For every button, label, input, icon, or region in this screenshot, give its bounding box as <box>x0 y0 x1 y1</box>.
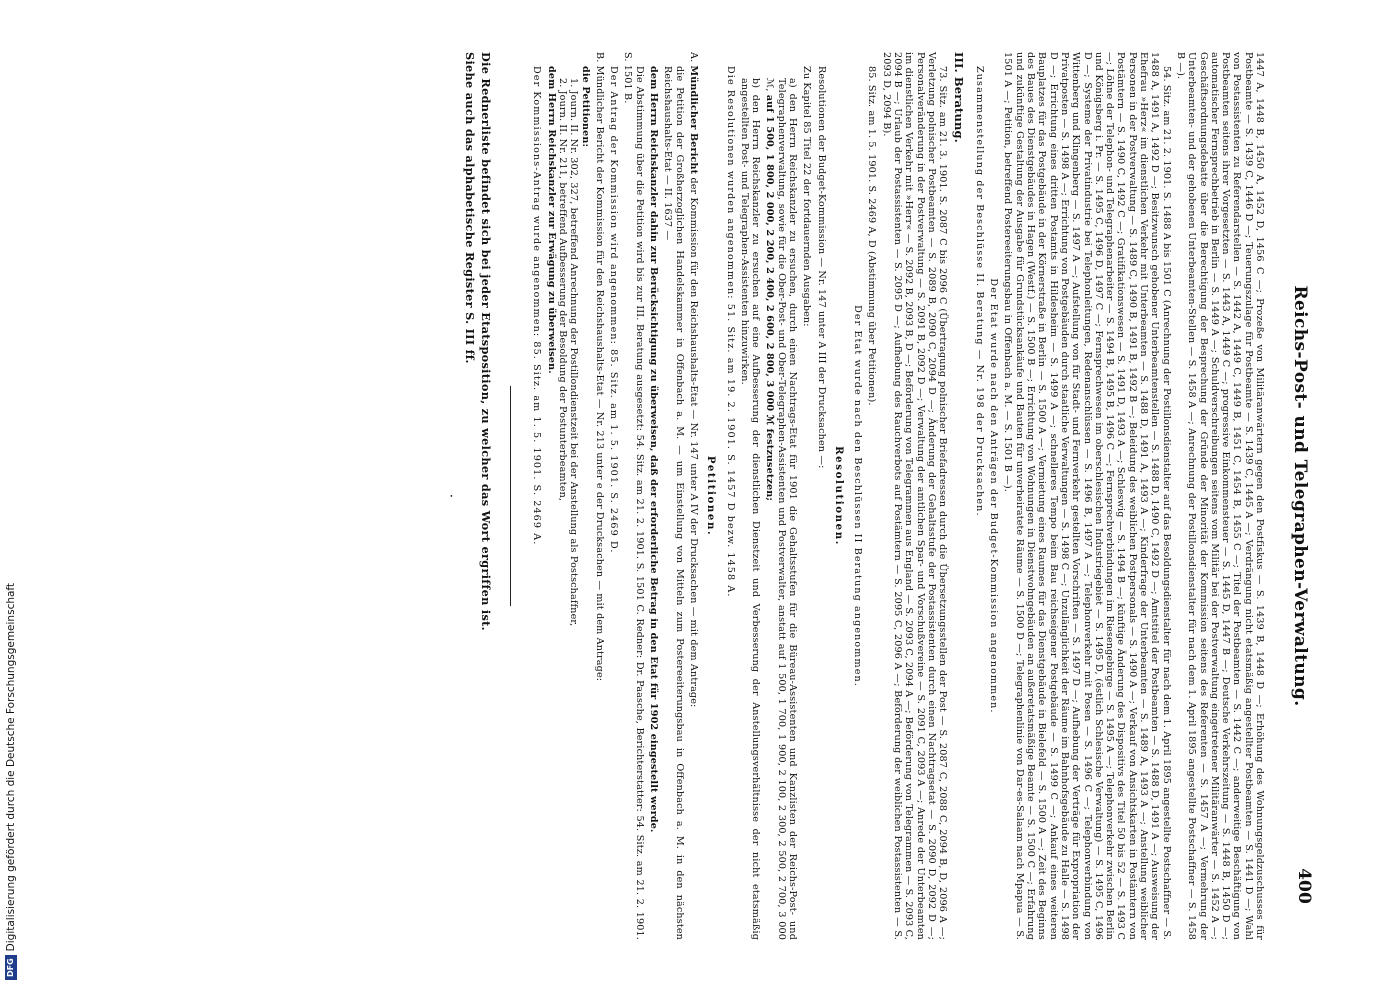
resolution-a-bold: auf 1 500, 1 800, 2 000, 2 200, 2 400, 2 600, 2 800, 3 000 ℳ festzusetzen; <box>764 94 776 502</box>
etat-passed-note: Der Etat wurde nach den Anträgen der Budget-Kommission angenommen. <box>988 278 1000 714</box>
resolution-b: b) den Herrn Reichskanzler zu ersuchen auf eine Aufbesserung der dienstlichen Dienstzeit und Verbesserung der Anstellungsverhältnisse der nicht etatsmäßig angestellten Post- und Telegraphen-Assistenten hinzuwirken. <box>738 78 762 940</box>
petitionen-heading: Petitionen. <box>705 455 718 537</box>
resolution-a <box>764 52 798 940</box>
petition-b-text: Mündlicher Bericht der Kommission für den Reichshaushalts-Etat — Nr. 213 unter e der Drucksachen — mit dem Antrage: <box>593 65 605 682</box>
petition-a <box>688 52 699 940</box>
petition-a-adopted: Der Antrag der Kommission wird angenommen: 85. Sitz. am 1. 5. 1901. S. 2469 D. <box>608 66 620 554</box>
section-heading-third-reading: III. Beratung. <box>951 52 966 143</box>
footnote-register: Siehe auch das alphabetische Register S. III ff. <box>463 52 478 364</box>
page-number: 400 <box>1294 868 1314 904</box>
session-54-paragraph: 54. Sitz. am 21. 2. 1901. S. 1488 A bis 1501 C (Anrechnung der Postillonsdienstalter auf das Besoldungsdienstalter für nach dem 1. April 1895 angestellte Postschaffner — S. 1488 A, 1491 A, 1492 D —; Besitzwunsch gehobener Unterbeamtenstellen — S. 1488 D, 1490 C, 1492 D —; Amtstitel der Postbeamten — S. 1488 D, 1491 A —; Ausweisung der Ehefrau »Herz« im dienstlichen Verkehr mit Unterbeamten — S. 1488 D, 1491 A, 1493 A —; Kinderfrage der Unterbeamten — S. 1489 A, 1493 A —; Anstellung weiblicher Personen in der Postverwaltung — S. 1489 C, 1490 B, 1491 B, 1492 B —; Beleidung des weiblichen Postpersonals — S. 1490 A —; Verkauf von Ansichtskarten in Postämtern von Postämtern — S. 1490 C, 1492 C —; Gratifikationswesen — S. 1491 D, 1493 A —; Schleswig — S. 1494 B —; künftige Änderung des Dispositivs des Titel 50 bis 52 — S. 1493 C —; Löhne der Telephon- und Telegraphenarbeiter — S. 1494 B, 1495 B, 1496 C —; Fernsprechverbindungen im Riesengebirge — S. 1495 A —; Telephonverkehr zwischen Berlin und Königsberg i. Pr. — S. 1495 C, 1496 D, 1497 C —; Fernsprechwesen im oberschlesischen Industriegebiet — S. 1495 D, (östlich Schlesische Verwaltung) — S. 1495 C, 1496 D —; Systeme der Privatindustrie bei Telephonleitungen, Redenanschlüssen — S. 1496 B, 1497 A —; Telephonverkehr mit Posen — S. 1496 C —; Telephonverbindung von Wittenberg und Klingenberg — S. 1497 A —; Aufstellung von für Stadt- und Fernverkehr gestellten Vorschriften — S. 1497 D —; Aufhebung der Verträge für Expropriation der Privatposten — S. 1498 A —; Errichtung von Postgebäuden durch staatliche Verwaltungen — S. 1498 C —; Unzulänglichkeit der Räume im Bahnhofsgebäude zu Halle — S. 1498 D —; Errichtung eines dritten Postamts in Hildesheim — S. 1499 A —; schnelleres Tempo beim Bau reichseigener Postgebäude — S. 1499 C —; Ankauf eines weiteren Bauplatzes für das Postgebäude in der Körnerstraße in Berlin — S. 1500 A —; Vermietung eines Raumes für das Dienstgebäude in Bielefeld — S. 1500 A —; Zeit des Beginns des Baues des Dienstgebäudes in Hagen (Westf.) — S. 1500 B —; Errichtung von Wohnungen in Dienstwohngebäuden an außeretatsmäßige Beamte — S. 1500 C —; Erfahrung und zukünftige Gestaltung der Ausgabe für Grundstücksankäufe und Bauten für unverheiratete Räume — S. 1500 D —; Telegraphenlinie von Dar-es-Salaam nach Mpapua — S. 1501 A —; Petition, betreffend Postereeiterungsbau in Offenbach a. M. — S. 1501 B —). <box>1002 52 1172 940</box>
petition-b-item-1: 1. Journ. II. Nr. 302, 327, betreffend Anrechnung der Postillondienstzeit bei der Anstellung als Postschaffner, <box>568 78 580 627</box>
page-header <box>1271 52 1314 940</box>
dfg-logo-icon: DFG <box>5 955 17 980</box>
petition-b-item-2: 2. Journ. II. Nr. 211, betreffend Aufbesserung der Besoldung der Postunterbeamten, <box>556 78 568 502</box>
petition-a-text: der Kommission für den Reichshaushalts-Etat — Nr. 147 unter A IV der Drucksachen — mit dem Antrage: <box>687 177 699 708</box>
dot-mark: · <box>445 494 457 498</box>
session-85-paragraph: 85. Sitz. am 1. 5. 1901. S. 2469 A, D (Abstimmung über Petitionen). <box>866 66 878 406</box>
petition-b-request: dem Herrn Reichskanzler zur Erwägung zu überweisen. <box>545 66 557 374</box>
petition-b-petitions-label: die Petitionen: <box>579 66 591 148</box>
petition-a-vote: Die Abstimmung über die Petition wird bis zur III. Beratung ausgesetzt: 54. Sitz. am 21. 2. 1901. S. 1501 C. Redner: Dr. Paasche, Berichterstatter: 54. Sitz. am 21. 2. 1901. S. 1501 B. <box>622 52 645 940</box>
divider <box>510 386 511 606</box>
compilation-note: Zusammenstellung der Beschlüsse II. Beratung — Nr. 198 der Drucksachen. <box>973 66 985 517</box>
kapitel-line: Zu Kapitel 85 Titel 22 der fortdauernden Ausgaben: <box>801 66 813 327</box>
footnote-speaker-list: Die Rednerliste befindet sich bei jeder Etatsposition, zu welcher das Wort ergriffen ist. <box>479 52 494 631</box>
resolutionen-heading: Resolutionen. <box>832 446 845 546</box>
petition-a-bold: Mündlicher Bericht <box>687 65 699 175</box>
petition-b-label: B. <box>593 52 605 63</box>
petition-a-label: A. <box>687 52 699 63</box>
resolutionen-adopted: Die Resolutionen wurden angenommen: 51. Sitz. am 19. 2. 1901. S. 1457 D bezw. 1458 A. <box>724 66 736 598</box>
resolution-a-text: a) den Herrn Reichskanzler zu ersuchen, durch einen Nachtrags-Etat für 1901 die Gehaltsstufen für die Büreau-Assistenten und Kanzlisten der Reichs-Post- und Telegraphenverwaltung, sowie für die Ober-Post- und Ober-Telegraphen-Assistenten und Postverwalter, anstatt auf 1 500, 1 700, 1 900, 2 100, 2 300, 2 500, 2 700, 3 000 ℳ, <box>764 78 799 940</box>
petition-b-adopted: Der Kommissions-Antrag wurde angenommen: 85. Sitz. am 1. 5. 1901. S. 2469 A. <box>531 66 543 546</box>
session-73-paragraph: 73. Sitz. am 21. 3. 1901. S. 2087 C bis 2096 C (Übertragung polnischer Briefadressen durch die Übersetzungsstellen der Post — S. 2087 C, 2088 C, 2094 B, D, 2096 A —; Verletzung polnischer Postbeamten — S. 2089 B, 2090 C, 2094 D —; Änderung der Gehaltsstufe der Postassistenten durch einen Nachtragsetat — S. 2090 D, 2092 D —; Personalveränderung in der Postverwaltung — S. 2091 B, 2092 D —; Verwaltung der amtlichen Spar- und Vorschußvereine — S. 2091 C, 2093 A —; Anrede der Unterbeamten im dienstlichen Verkehr mit »Herr« — S. 2092 B, 2093 B, D —; Beförderung von Telegrammen aus England — S. 2093 C, 2094 A —; Beförderung von Telegrammen — S. 2093 C, 2094 B —; Urlaub der Postassistenten — S. 2095 D —; Aufhebung des Rauchverbots auf Postämtern — S. 2095 C, 2096 A —; Beförderung der weiblichen Postassistenten — S. 2093 D, 2094 B). <box>880 52 949 940</box>
petition-b <box>594 52 605 940</box>
resolutionen-intro: Resolutionen der Budget-Kommission — Nr. 147 unter A III der Drucksachen —: <box>815 66 827 469</box>
page-title: Reichs-Post- und Telegraphen-Verwaltung. <box>1290 285 1310 707</box>
intro-paragraph: 1447 A, 1448 B, 1450 A, 1452 D, 1456 C —; Prozeße von Militäranwärtern gegen den Postfiskus — S. 1439 B, 1448 D —; Erhöhung des Wohnungsgeldzuschusses für Postbeamte — S. 1439 C, 1446 D —; Teuerungszulage für Postbeamte — S. 1439 C, 1445 A —; Verdrängung nicht etatsmäßig angestellter Postbeamten — S. 1441 D —; Wahl von Postassistenten zu Referendarstellen — S. 1442 A, 1449 C, 1449 B, 1451 C, 1454 B, 1455 C —; Titel der Postbeamten — S. 1442 C —; anderweitige Beschäftigung von Postbeamten seitens ihrer Vorgesetzten — S. 1443 A, 1449 C —; progressive Einkommensteuer — S. 1445 D, 1447 B —; Deutsche Verkehrszeitung — S. 1448 B, 1450 D —; automatischer Fernsprechbetrieb in Berlin — S. 1449 A —; Schuldverschreibungen seitens vom Militär bei der Postverwaltung eingetretener Militäranwärter — S. 1452 A —; Geschäftsordnungsdebatte über die Berechtigung der Besprechung der Gründe der Minorität der Kommission seitens des Referenten — S. 1457 A —; Vermehrung der Unterbeamten- und der gehobenen Unterbeamten-Stellen — S. 1458 A —; Anrechnung der Postillonsdienstalter für nach dem 1. April 1895 angestellte Postschaffner — S. 1458 B —). <box>1174 52 1265 940</box>
petition-a-request-2: dem Herrn Reichskanzler dahin zur Berücksichtigung zu überweisen, daß der erforderliche Betrag in den Etat für 1902 eingestellt werde. <box>648 66 660 833</box>
etat-passed-note-2: Der Etat wurde nach den Beschlüssen II Beratung angenommen. <box>852 305 864 687</box>
credit-text: Digitalisierung gefördert durch die Deutsche Forschungsgemeinschaft <box>5 582 17 952</box>
petition-a-request: die Petition der Großherzoglichen Handelskammer in Offenbach a. M. — um Einstellung von Mitteln zum Postereeiterungsbau in Offenbach a. M. in den nächsten Reichshaushalts-Etat — II. 1637 — <box>662 66 685 940</box>
